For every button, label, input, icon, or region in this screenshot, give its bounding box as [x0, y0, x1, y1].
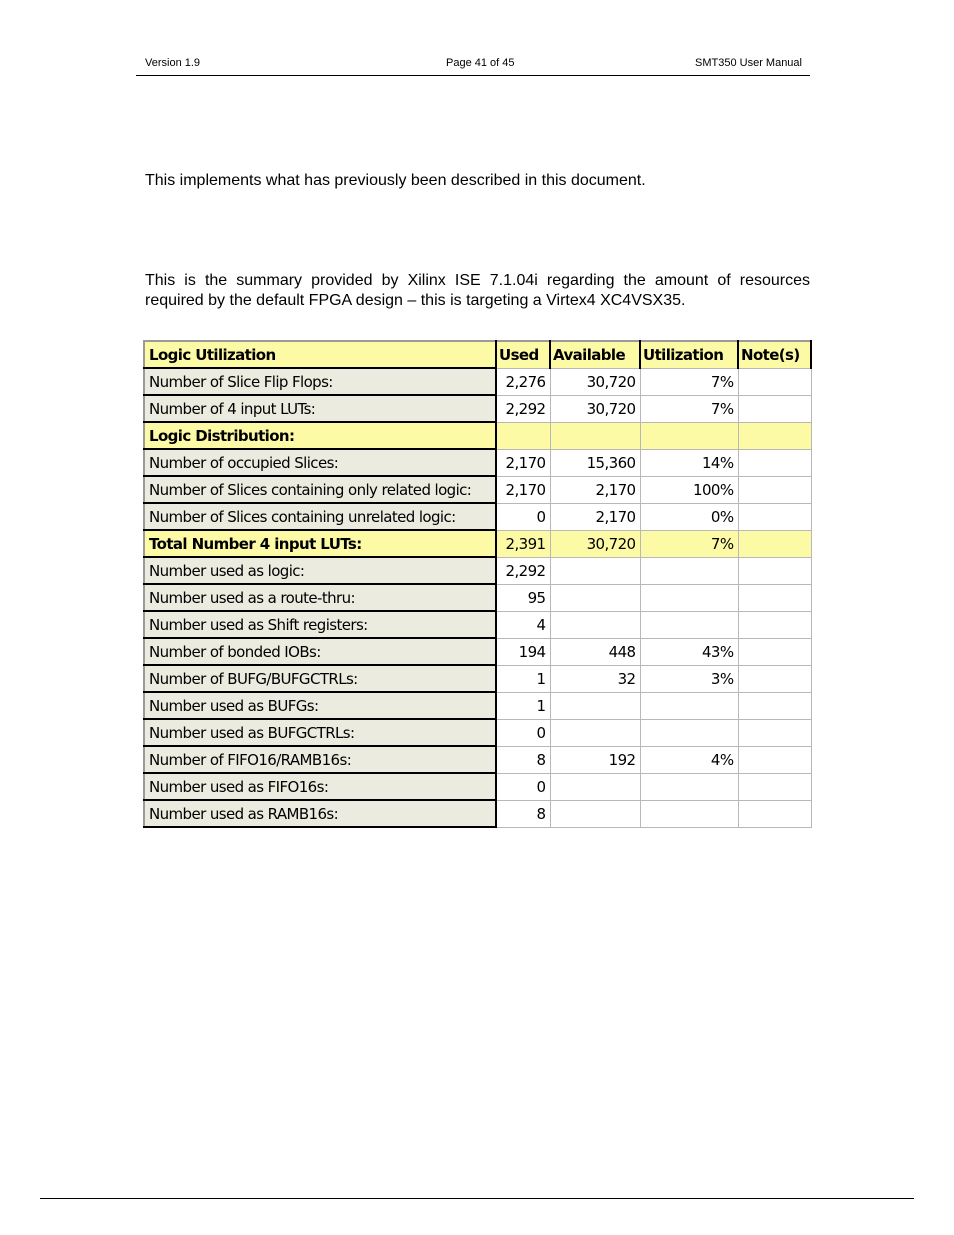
row-label: Number used as Shift registers: — [144, 611, 496, 638]
column-header-utilization: Utilization — [640, 341, 738, 368]
table-row — [144, 422, 811, 449]
note-cell — [738, 530, 811, 557]
used-cell: 2,276 — [496, 368, 550, 395]
note-cell — [738, 611, 811, 638]
available-cell: 30,720 — [550, 395, 640, 422]
column-header-notes: Note(s) — [738, 341, 811, 368]
utilization-cell: 7% — [640, 395, 738, 422]
utilization-cell — [640, 773, 738, 800]
footer-rule — [40, 1198, 914, 1199]
table-row — [144, 611, 811, 638]
note-cell — [738, 800, 811, 827]
note-cell — [738, 368, 811, 395]
utilization-table-body — [144, 341, 811, 827]
utilization-cell — [640, 800, 738, 827]
note-cell — [738, 692, 811, 719]
table-row — [144, 503, 811, 530]
used-cell: 4 — [496, 611, 550, 638]
used-cell: 0 — [496, 719, 550, 746]
utilization-table — [143, 340, 812, 828]
row-label: Number used as RAMB16s: — [144, 800, 496, 827]
used-cell: 2,292 — [496, 395, 550, 422]
row-label: Total Number 4 input LUTs: — [144, 530, 496, 557]
note-cell — [738, 584, 811, 611]
available-cell — [550, 584, 640, 611]
available-cell — [550, 422, 640, 449]
table-row — [144, 449, 811, 476]
intro-paragraph: This implements what has previously been described in this document. — [145, 172, 646, 189]
available-cell — [550, 557, 640, 584]
used-cell: 2,391 — [496, 530, 550, 557]
row-label: Number of FIFO16/RAMB16s: — [144, 746, 496, 773]
row-label: Number used as BUFGs: — [144, 692, 496, 719]
available-cell: 32 — [550, 665, 640, 692]
available-cell — [550, 719, 640, 746]
page-header — [136, 56, 810, 76]
note-cell — [738, 773, 811, 800]
used-cell: 2,170 — [496, 476, 550, 503]
column-header-logic-utilization: Logic Utilization — [144, 341, 496, 368]
available-cell — [550, 800, 640, 827]
table-row — [144, 746, 811, 773]
row-label: Number of occupied Slices: — [144, 449, 496, 476]
utilization-cell: 14% — [640, 449, 738, 476]
used-cell: 8 — [496, 746, 550, 773]
available-cell: 30,720 — [550, 530, 640, 557]
table-header-row — [144, 341, 811, 368]
column-header-used: Used — [496, 341, 550, 368]
table-row — [144, 719, 811, 746]
used-cell: 0 — [496, 773, 550, 800]
utilization-cell: 3% — [640, 665, 738, 692]
note-cell — [738, 503, 811, 530]
note-cell — [738, 395, 811, 422]
used-cell: 1 — [496, 692, 550, 719]
note-cell — [738, 422, 811, 449]
row-label: Number used as a route-thru: — [144, 584, 496, 611]
table-row — [144, 395, 811, 422]
row-label: Number used as logic: — [144, 557, 496, 584]
page-number: Page 41 of 45 — [446, 57, 515, 69]
row-label: Number of Slice Flip Flops: — [144, 368, 496, 395]
available-cell: 2,170 — [550, 503, 640, 530]
used-cell: 194 — [496, 638, 550, 665]
available-cell — [550, 773, 640, 800]
row-label: Number used as FIFO16s: — [144, 773, 496, 800]
table-row — [144, 530, 811, 557]
utilization-cell — [640, 557, 738, 584]
table-row — [144, 800, 811, 827]
used-cell — [496, 422, 550, 449]
table-row — [144, 476, 811, 503]
available-cell: 192 — [550, 746, 640, 773]
table-row — [144, 638, 811, 665]
used-cell: 2,292 — [496, 557, 550, 584]
used-cell: 95 — [496, 584, 550, 611]
summary-paragraph: This is the summary provided by Xilinx ISE 7.1.04i regarding the amount of resources required by the default FPGA design – this is targeting a Virtex4 XC4VSX35. — [145, 272, 810, 309]
row-label: Number of Slices containing only related logic: — [144, 476, 496, 503]
utilization-cell — [640, 692, 738, 719]
table-row — [144, 584, 811, 611]
utilization-cell: 43% — [640, 638, 738, 665]
available-cell: 448 — [550, 638, 640, 665]
table-row — [144, 773, 811, 800]
row-label: Number of BUFG/BUFGCTRLs: — [144, 665, 496, 692]
note-cell — [738, 665, 811, 692]
used-cell: 2,170 — [496, 449, 550, 476]
table-row — [144, 557, 811, 584]
utilization-cell: 7% — [640, 530, 738, 557]
available-cell: 2,170 — [550, 476, 640, 503]
used-cell: 1 — [496, 665, 550, 692]
note-cell — [738, 746, 811, 773]
utilization-cell: 7% — [640, 368, 738, 395]
row-label: Logic Distribution: — [144, 422, 496, 449]
utilization-cell — [640, 584, 738, 611]
row-label: Number of Slices containing unrelated logic: — [144, 503, 496, 530]
note-cell — [738, 476, 811, 503]
note-cell — [738, 557, 811, 584]
used-cell: 0 — [496, 503, 550, 530]
available-cell: 15,360 — [550, 449, 640, 476]
manual-title: SMT350 User Manual — [695, 57, 802, 69]
row-label: Number of bonded IOBs: — [144, 638, 496, 665]
note-cell — [738, 638, 811, 665]
note-cell — [738, 719, 811, 746]
version-label: Version 1.9 — [145, 57, 201, 69]
column-header-available: Available — [550, 341, 640, 368]
utilization-cell — [640, 719, 738, 746]
available-cell — [550, 692, 640, 719]
utilization-cell: 0% — [640, 503, 738, 530]
utilization-cell: 100% — [640, 476, 738, 503]
table-row — [144, 368, 811, 395]
utilization-cell — [640, 422, 738, 449]
row-label: Number of 4 input LUTs: — [144, 395, 496, 422]
used-cell: 8 — [496, 800, 550, 827]
table-row — [144, 665, 811, 692]
available-cell: 30,720 — [550, 368, 640, 395]
table-row — [144, 692, 811, 719]
note-cell — [738, 449, 811, 476]
available-cell — [550, 611, 640, 638]
row-label: Number used as BUFGCTRLs: — [144, 719, 496, 746]
utilization-cell: 4% — [640, 746, 738, 773]
utilization-cell — [640, 611, 738, 638]
